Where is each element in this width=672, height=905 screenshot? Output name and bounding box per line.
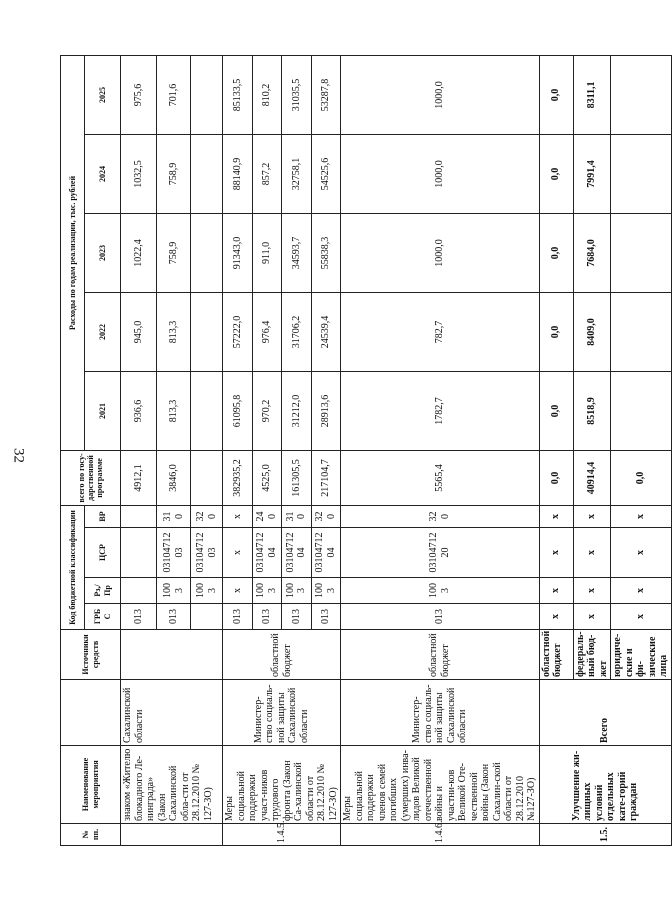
cell-vr: x <box>611 505 672 527</box>
cell-y2024: 1032,5 <box>121 134 157 213</box>
cell-grbs: 013 <box>252 604 282 630</box>
header-years-group: Расходы по годам реализации, тыс. рублей <box>61 55 85 450</box>
cell-y2022: 24539,4 <box>311 292 341 371</box>
cell-y2024: 758,9 <box>157 134 191 213</box>
header-source: Источники средств <box>61 630 121 680</box>
cell-total: 4912,1 <box>121 450 157 505</box>
cell-y2025: 810,2 <box>252 55 282 134</box>
table-row <box>539 55 573 845</box>
cell-y2023: 758,9 <box>157 213 191 292</box>
rotated-table-wrapper <box>60 56 669 846</box>
cell-y2021: 936,6 <box>121 371 157 450</box>
row-15-executor: Всего <box>539 680 671 746</box>
cell-rzpr <box>121 578 157 604</box>
cell-y2024: 1000,0 <box>341 134 540 213</box>
cell-y2023: 0,0 <box>539 213 573 292</box>
cell-total: 0,0 <box>539 450 573 505</box>
cell-total: 382935,2 <box>223 450 253 505</box>
cell-grbs <box>191 604 223 630</box>
cell-csr: x <box>573 528 611 578</box>
cell-y2021: 1782,7 <box>341 371 540 450</box>
cell-grbs: 013 <box>341 604 540 630</box>
cell-y2021: 8518,9 <box>573 371 611 450</box>
cell-vr: 31 0 <box>157 505 191 527</box>
header-row-1 <box>61 55 85 845</box>
header-vr: ВР <box>85 505 121 527</box>
header-year-2022: 2022 <box>85 292 121 371</box>
cell-y2024: 32758,1 <box>282 134 312 213</box>
header-year-2024: 2024 <box>85 134 121 213</box>
cell-source: областной бюджет <box>539 630 573 680</box>
cell-vr: 32 0 <box>341 505 540 527</box>
cell-y2025: 8311,1 <box>573 55 611 134</box>
cell-y2025: 701,6 <box>157 55 191 134</box>
cell-csr <box>121 528 157 578</box>
cell-total: 217104,7 <box>311 450 341 505</box>
cell-rzpr: x <box>573 578 611 604</box>
table-row <box>121 55 157 845</box>
cell-grbs: 013 <box>223 604 253 630</box>
cell-y2023: 91343,0 <box>223 213 253 292</box>
cell-source: юридиче-ские и фи-зические лица <box>611 630 672 680</box>
cell-rzpr: 100 3 <box>282 578 312 604</box>
cell-y2023: 1000,0 <box>341 213 540 292</box>
cell-y2021: 28913,6 <box>311 371 341 450</box>
cell-grbs: x <box>611 604 672 630</box>
cell-total: 5565,4 <box>341 450 540 505</box>
cell-y2023: 55838,3 <box>311 213 341 292</box>
cell-y2021: 970,2 <box>252 371 282 450</box>
row-146-source: областной бюджет <box>341 630 540 680</box>
cell-y2023: 34593,7 <box>282 213 312 292</box>
cell-csr: 03104712 04 <box>252 528 282 578</box>
cell-grbs: 013 <box>121 604 157 630</box>
cell-total: 0,0 <box>611 450 672 505</box>
cell-y2024 <box>191 134 223 213</box>
cell-csr: x <box>223 528 253 578</box>
row-15-name: Улучшение жи-лищных условий отдельных кате-горий граждан <box>539 746 671 824</box>
header-grbs: ГРБ С <box>85 604 121 630</box>
cell-y2022: 782,7 <box>341 292 540 371</box>
cell-vr <box>121 505 157 527</box>
cell-grbs: 013 <box>282 604 312 630</box>
cell-grbs: x <box>573 604 611 630</box>
block-a-executor: Сахалинской области <box>121 680 223 746</box>
cell-y2022 <box>191 292 223 371</box>
cell-rzpr: 100 3 <box>341 578 540 604</box>
cell-csr: 03104712 03 <box>157 528 191 578</box>
cell-total: 4525,0 <box>252 450 282 505</box>
cell-y2022: 0,0 <box>539 292 573 371</box>
header-name: Наименование мероприятия <box>61 746 121 824</box>
cell-y2021 <box>191 371 223 450</box>
cell-rzpr: x <box>611 578 672 604</box>
cell-y2021: 0,0 <box>539 371 573 450</box>
block-a-name: знаком «Жителю блокадного Ле-нинграда» (Закон Сахалинской обла-сти от 28.12.2010 № 127-ЗО) <box>121 746 223 824</box>
cell-rzpr: x <box>539 578 573 604</box>
cell-csr: 03104712 03 <box>191 528 223 578</box>
row-146-executor: Министер-ство социаль-ной защиты Сахалинской области <box>341 680 540 746</box>
row-146-name: Меры социальной поддержки членов семей погибших (умерших) инва-лидов Великой отечественной войны и участни-ков Великой Оте-чественной войны (Закон Сахалин-ской области от 28.12.2010 №127-ЗО) <box>341 746 540 824</box>
cell-csr: 03104712 20 <box>341 528 540 578</box>
header-year-2023: 2023 <box>85 213 121 292</box>
cell-y2023: 1022,4 <box>121 213 157 292</box>
cell-rzpr: x <box>223 578 253 604</box>
cell-y2024: 54525,6 <box>311 134 341 213</box>
cell-y2023: 911,0 <box>252 213 282 292</box>
cell-y2022: 8409,0 <box>573 292 611 371</box>
row-145-executor: Министер-ство социаль-ной защиты Сахалинской области <box>223 680 341 746</box>
cell-y2022: 976,4 <box>252 292 282 371</box>
page-number: 32 <box>10 448 27 463</box>
header-no: № пп. <box>61 824 121 846</box>
cell-y2021: 31212,0 <box>282 371 312 450</box>
cell-csr: x <box>611 528 672 578</box>
header-executor <box>61 680 121 746</box>
cell-grbs: 013 <box>157 604 191 630</box>
table-row <box>341 55 540 845</box>
cell-rzpr: 100 3 <box>252 578 282 604</box>
cell-y2024: 0,0 <box>539 134 573 213</box>
cell-y2021 <box>611 371 672 450</box>
cell-y2025: 85133,5 <box>223 55 253 134</box>
cell-vr: x <box>223 505 253 527</box>
cell-y2023: 7684,0 <box>573 213 611 292</box>
cell-y2021: 61095,8 <box>223 371 253 450</box>
cell-y2022 <box>611 292 672 371</box>
cell-y2025: 975,6 <box>121 55 157 134</box>
cell-csr: x <box>539 528 573 578</box>
cell-y2024 <box>611 134 672 213</box>
cell-y2022: 813,3 <box>157 292 191 371</box>
cell-vr: 32 0 <box>311 505 341 527</box>
cell-total: 161305,5 <box>282 450 312 505</box>
row-145-name: Меры социальной поддержки участ-ников трудового фронта (Закон Са-халинской области от 28.12.2010 № 127-ЗО) <box>223 746 341 824</box>
header-year-2025: 2025 <box>85 55 121 134</box>
header-csr: ЦСР <box>85 528 121 578</box>
header-budget-code: Код бюджетной классификации <box>61 505 85 629</box>
cell-y2024: 857,2 <box>252 134 282 213</box>
header-year-2021: 2021 <box>85 371 121 450</box>
cell-total: 3846,0 <box>157 450 191 505</box>
cell-y2025: 53287,8 <box>311 55 341 134</box>
cell-y2024: 88140,9 <box>223 134 253 213</box>
cell-y2022: 945,0 <box>121 292 157 371</box>
header-rzpr: Рз,/ Пр <box>85 578 121 604</box>
block-a-no <box>121 824 223 846</box>
cell-vr: x <box>539 505 573 527</box>
cell-vr: 24 0 <box>252 505 282 527</box>
table-row <box>223 55 253 845</box>
header-total: всего по госу-дарственной программе <box>61 450 121 505</box>
cell-y2023 <box>191 213 223 292</box>
block-a-source <box>121 630 223 680</box>
cell-vr: 31 0 <box>282 505 312 527</box>
cell-csr: 03104712 04 <box>282 528 312 578</box>
cell-grbs: x <box>539 604 573 630</box>
cell-rzpr: 100 3 <box>157 578 191 604</box>
cell-grbs: 013 <box>311 604 341 630</box>
cell-total: 40914,4 <box>573 450 611 505</box>
row-146-no: 1.4.6. <box>341 824 540 846</box>
cell-csr: 03104712 04 <box>311 528 341 578</box>
cell-y2025: 1000,0 <box>341 55 540 134</box>
cell-y2022: 57222,0 <box>223 292 253 371</box>
cell-y2022: 31706,2 <box>282 292 312 371</box>
cell-rzpr: 100 3 <box>311 578 341 604</box>
cell-y2024: 7991,4 <box>573 134 611 213</box>
cell-y2025 <box>611 55 672 134</box>
cell-y2023 <box>611 213 672 292</box>
cell-vr: 32 0 <box>191 505 223 527</box>
cell-source: федераль-ный бюд-жет <box>573 630 611 680</box>
cell-y2025: 0,0 <box>539 55 573 134</box>
cell-vr: x <box>573 505 611 527</box>
row-15-no: 1.5. <box>539 824 671 846</box>
cell-rzpr: 100 3 <box>191 578 223 604</box>
row-145-source: областной бюджет <box>223 630 341 680</box>
cell-total <box>191 450 223 505</box>
row-145-no: 1.4.5. <box>223 824 341 846</box>
cell-y2025 <box>191 55 223 134</box>
budget-table <box>60 55 672 846</box>
cell-y2025: 31035,5 <box>282 55 312 134</box>
cell-y2021: 813,3 <box>157 371 191 450</box>
